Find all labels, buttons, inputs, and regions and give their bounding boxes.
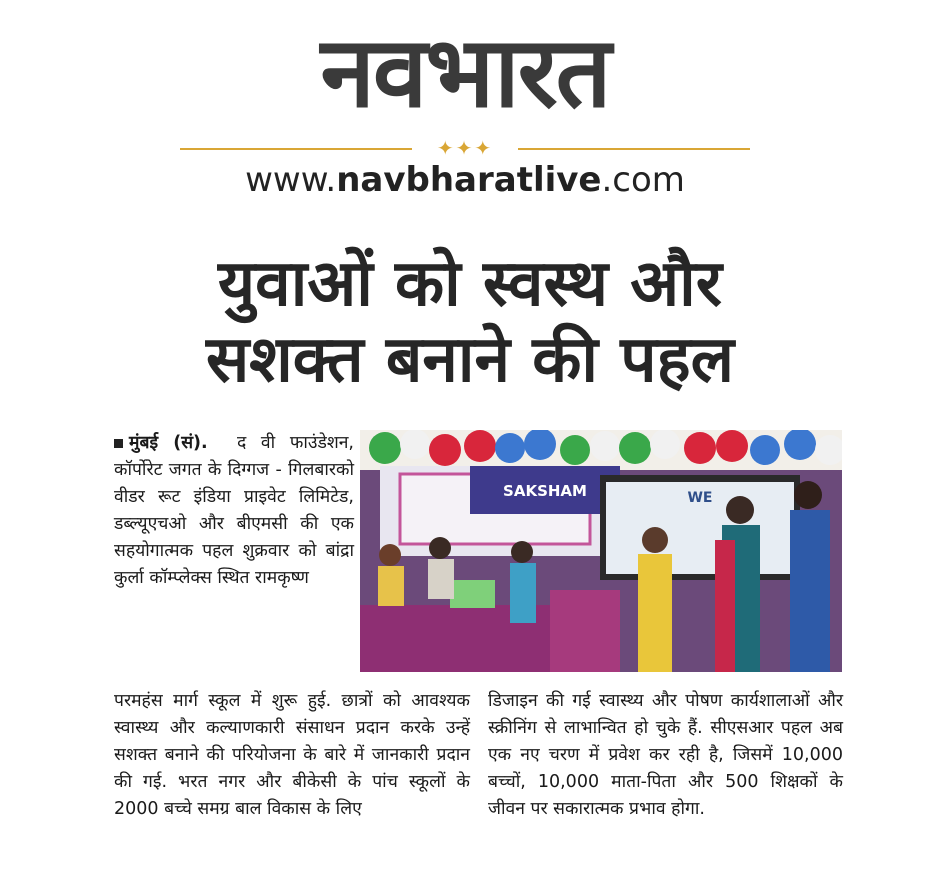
url-suffix: .com	[601, 160, 685, 200]
headline-line-2: सशक्त बनाने की पहल	[205, 323, 735, 397]
masthead	[180, 8, 750, 203]
newspaper-logo: नवभारत	[320, 16, 610, 130]
event-photo-illustration	[360, 430, 842, 672]
url-brand: navbharatlive	[336, 160, 602, 200]
article-text-left-top: द वी फाउंडेशन, कॉर्पोरेट जगत के दिग्गज - गिलबारको वीडर रूट इंडिया प्राइवेट लिमिटेड, डब्ल्यूएचओ और बीएमसी की एक सहयोगात्मक पहल शुक्रवार को बांद्रा कुर्ला कॉम्प्लेक्स स्थित रामकृष्ण	[114, 433, 354, 588]
masthead-rule-right	[518, 148, 750, 150]
headline-line-1: युवाओं को स्वस्थ और	[218, 247, 722, 321]
article-column-right: डिजाइन की गई स्वास्थ्य और पोषण कार्यशालाओं और स्क्रीनिंग से लाभान्वित हो चुके हैं. सीएसआर पहल अब एक नए चरण में प्रवेश कर रही है, जिसमें 10,000 बच्चों, 10,000 माता-पिता और 500 शिक्षकों के जीवन पर सकारात्मक प्रभाव होगा.	[488, 691, 843, 819]
article-column-left-top	[114, 430, 354, 592]
masthead-url[interactable]	[180, 158, 750, 202]
screen-text: WE	[687, 490, 713, 506]
url-prefix: www.	[245, 160, 337, 200]
article-headline	[90, 246, 850, 398]
article-photo	[360, 430, 842, 672]
article-column-left-bottom: परमहंस मार्ग स्कूल में शुरू हुई. छात्रों को आवश्यक स्वास्थ्य और कल्याणकारी संसाधन प्रदान करके उन्हें सशक्त बनाने की परियोजना के बारे में जानकारी प्रदान की गई. भरत नगर और बीकेसी के पांच स्कूलों के 2000 बच्चे समग्र बाल विकास के लिए	[114, 691, 470, 819]
bullet-square-icon	[114, 439, 123, 448]
article-dateline: मुंबई (सं).	[129, 433, 208, 453]
masthead-rule-left	[180, 148, 412, 150]
banner-text: SAKSHAM	[503, 482, 587, 500]
masthead-stars-icon: ✦✦✦	[436, 136, 494, 160]
